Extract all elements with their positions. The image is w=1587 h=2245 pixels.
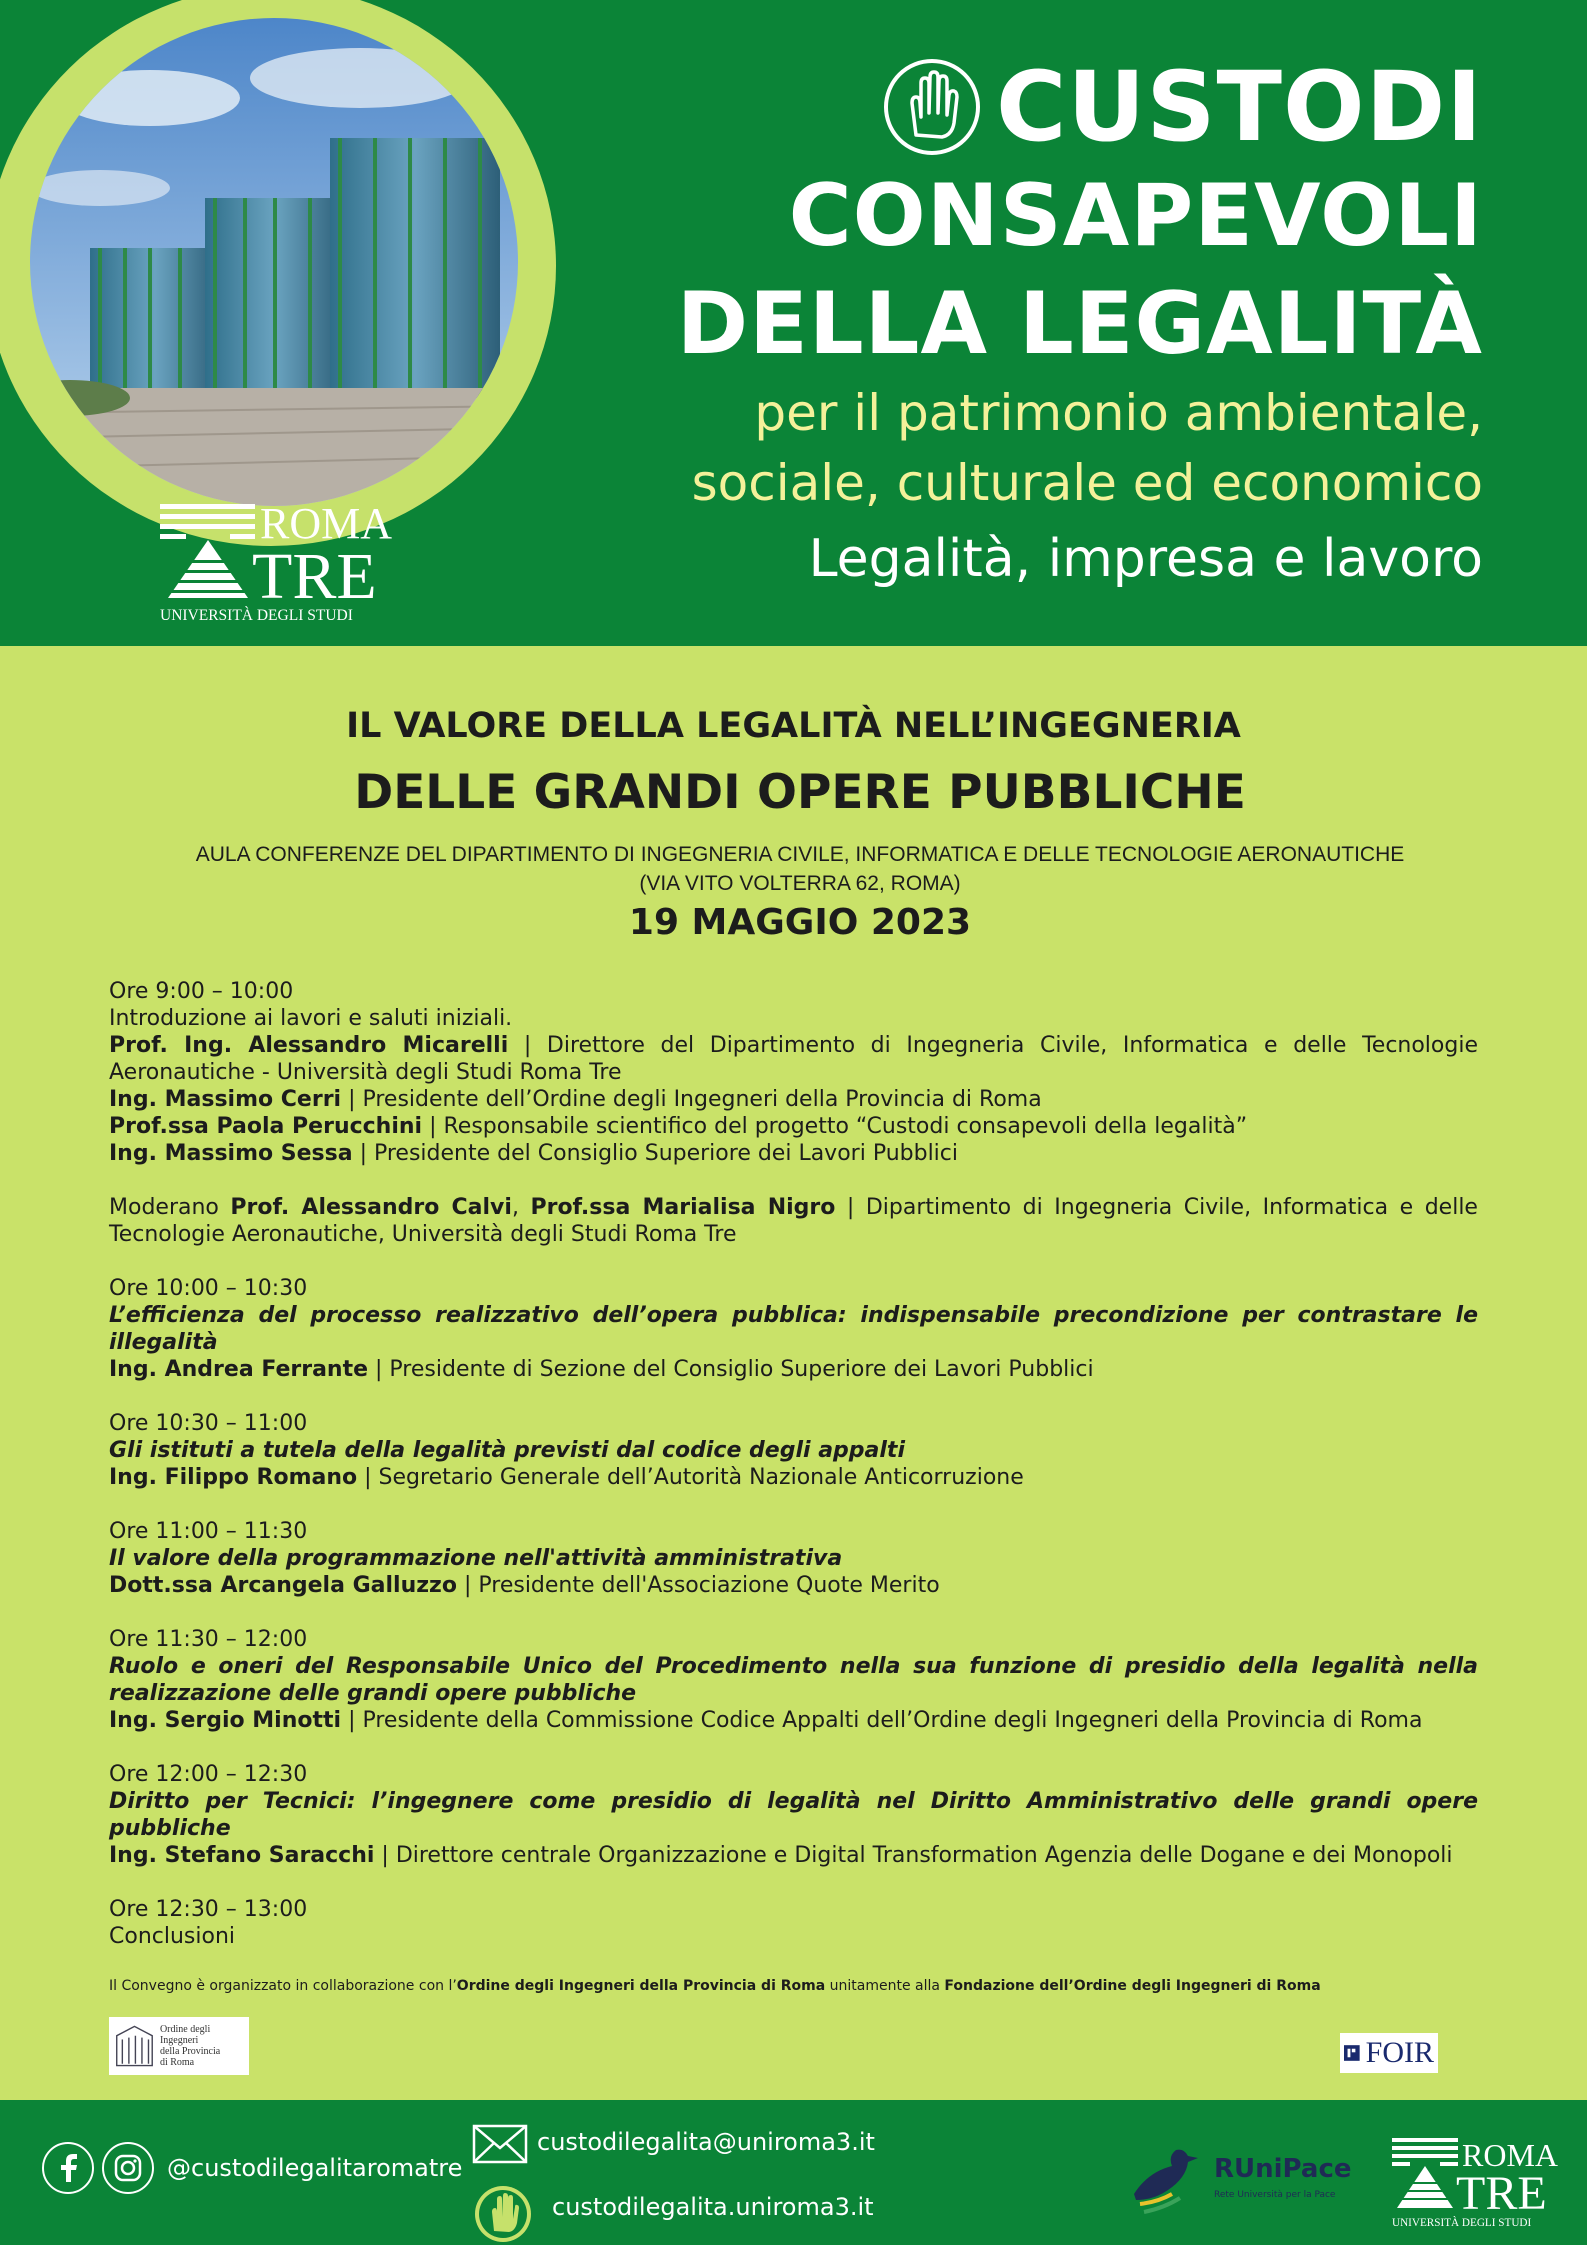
speaker-role: | Segretario Generale dell’Autorità Nazionale Anticorruzione: [357, 1465, 1024, 1490]
talk-title: Ruolo e oneri del Responsabile Unico del Procedimento nella sua funzione di presidio della legalità nella realizzazione delle grandi opere pubbliche: [109, 1654, 1478, 1706]
moderators-role: | Dipartimento di Ingegneria Civile, Informatica e delle Tecnologie Aeronautiche, Università degli Studi Roma Tre: [109, 1195, 1478, 1247]
dove-icon: [1128, 2142, 1200, 2218]
contact-email[interactable]: custodilegalita@uniroma3.it: [537, 2128, 875, 2156]
ordine-line-2: della Provincia: [159, 2046, 221, 2057]
runipace-name: RUniPace: [1214, 2154, 1352, 2184]
speaker-role: | Presidente della Commissione Codice Appalti dell’Ordine degli Ingegneri della Provincia di Roma: [341, 1708, 1423, 1733]
speaker-name: Ing. Sergio Minotti: [109, 1708, 342, 1733]
foir-text: FOIR: [1365, 2036, 1434, 2069]
title-della-legalita: DELLA LEGALITÀ: [676, 274, 1483, 374]
logo-tre-text: TRE: [252, 540, 377, 613]
session-time: Ore 10:00 – 10:30: [109, 1276, 308, 1301]
building-photo: [30, 18, 518, 506]
session-time: Ore 12:30 – 13:00: [109, 1897, 308, 1922]
speaker-name: Ing. Massimo Cerri: [109, 1087, 342, 1112]
speaker-name: Ing. Filippo Romano: [109, 1465, 358, 1490]
session-time: Ore 9:00 – 10:00: [109, 979, 294, 1004]
note-prefix: Il Convegno è organizzato in collaborazione con l’: [109, 1978, 457, 1994]
speaker-name: Dott.ssa Arcangela Galluzzo: [109, 1573, 457, 1598]
event-title-line-1: IL VALORE DELLA LEGALITÀ NELL’INGEGNERIA: [346, 706, 1241, 746]
title-consapevoli: CONSAPEVOLI: [788, 166, 1483, 266]
subtitle-line-2: sociale, culturale ed economico: [691, 454, 1483, 512]
hand-icon: [882, 57, 982, 157]
speaker-role: | Direttore centrale Organizzazione e Digital Transformation Agenzia delle Dogane e dei Monopoli: [374, 1843, 1453, 1868]
website-url[interactable]: custodilegalita.uniroma3.it: [552, 2193, 874, 2221]
ordine-ingegneri-logo: [109, 2017, 249, 2075]
foir-logo: [1340, 2033, 1438, 2073]
building-icon: [113, 2021, 156, 2071]
header-banner: [0, 0, 1587, 646]
talk-title: Il valore della programmazione nell'attività amministrativa: [109, 1546, 843, 1571]
speaker-role: | Responsabile scientifico del progetto “Custodi consapevoli della legalità”: [422, 1114, 1248, 1139]
footer-logo-sub-text: UNIVERSITÀ DEGLI STUDI: [1392, 2217, 1532, 2229]
title-block: [677, 52, 1483, 594]
speaker-role: | Direttore del Dipartimento di Ingegneria Civile, Informatica e delle Tecnologie Aeronautiche - Università degli Studi Roma Tre: [109, 1033, 1478, 1085]
speaker-role: | Presidente del Consiglio Superiore dei Lavori Pubblici: [352, 1141, 959, 1166]
runipace-logo: [1128, 2142, 1368, 2222]
roma-tre-logo-footer: [1392, 2136, 1562, 2236]
speaker: [109, 1113, 1478, 1140]
speaker: [109, 1032, 1478, 1086]
event-date: 19 MAGGIO 2023: [628, 902, 972, 943]
session-description: Introduzione ai lavori e saluti iniziali.: [109, 1006, 513, 1031]
title-custodi: CUSTODI: [995, 51, 1483, 163]
speaker-name: Prof. Ing. Alessandro Micarelli: [109, 1033, 509, 1058]
speaker: [109, 1842, 1478, 1869]
speaker-name: Ing. Stefano Saracchi: [109, 1843, 375, 1868]
separator: ,: [511, 1195, 531, 1220]
session-time: Ore 10:30 – 11:00: [109, 1411, 308, 1436]
speaker-name: Ing. Andrea Ferrante: [109, 1357, 369, 1382]
ordine-line-1: Ordine degli Ingegneri: [159, 2024, 211, 2046]
tagline: Legalità, impresa e lavoro: [808, 529, 1483, 589]
speaker-name: Ing. Massimo Sessa: [109, 1141, 353, 1166]
facebook-icon[interactable]: [42, 2142, 94, 2194]
talk-title: Gli istituti a tutela della legalità previsti dal codice degli appalti: [109, 1438, 905, 1463]
moderators-prefix: Moderano: [109, 1195, 231, 1220]
logo-sub-text: UNIVERSITÀ DEGLI STUDI: [160, 607, 353, 624]
moderator-name: Prof. Alessandro Calvi: [230, 1195, 512, 1220]
title-line-1: [677, 52, 1483, 162]
ordine-line-3: di Roma: [159, 2057, 195, 2068]
session-description: Conclusioni: [109, 1924, 236, 1949]
session-time: Ore 12:00 – 12:30: [109, 1762, 308, 1787]
footer: [0, 2100, 1587, 2245]
logo-roma-text: ROMA: [260, 500, 393, 548]
footer-logo-tre-text: TRE: [1456, 2167, 1547, 2220]
moderators: [109, 1194, 1478, 1248]
social-handle[interactable]: @custodilegalitaromatre: [167, 2154, 463, 2182]
instagram-icon[interactable]: [102, 2142, 154, 2194]
moderator-name: Prof.ssa Marialisa Nigro: [530, 1195, 836, 1220]
speaker-name: Prof.ssa Paola Perucchini: [109, 1114, 423, 1139]
speaker-role: | Presidente di Sezione del Consiglio Superiore dei Lavori Pubblici: [368, 1357, 1094, 1382]
talk-title: Diritto per Tecnici: l’ingegnere come presidio di legalità nel Diritto Amministrativo delle grandi opere pubbliche: [109, 1789, 1478, 1841]
speaker: [109, 1086, 1478, 1113]
venue-line-1: AULA CONFERENZE DEL DIPARTIMENTO DI INGEGNERIA CIVILE, INFORMATICA E DELLE TECNOLOGIE AERONAUTICHE: [195, 843, 1405, 866]
mail-icon: [472, 2124, 528, 2164]
foir-mark-icon: [1344, 2042, 1360, 2064]
note-org-1: Ordine degli Ingegneri della Provincia di Roma: [456, 1978, 826, 1994]
speaker: [109, 1140, 1478, 1167]
venue: [0, 840, 1587, 898]
venue-address: (VIA VITO VOLTERRA 62, ROMA): [639, 872, 961, 895]
session-time: Ore 11:30 – 12:00: [109, 1627, 308, 1652]
speaker: [109, 1707, 1478, 1734]
talk-title: L’efficienza del processo realizzativo dell’opera pubblica: indispensabile precondizione per contrastare le illegalità: [109, 1303, 1478, 1355]
program: [109, 978, 1478, 1950]
speaker: [109, 1356, 1478, 1383]
speaker: [109, 1572, 1478, 1599]
speaker: [109, 1464, 1478, 1491]
note-org-2: Fondazione dell’Ordine degli Ingegneri di Roma: [944, 1978, 1321, 1994]
session-time: Ore 11:00 – 11:30: [109, 1519, 308, 1544]
footer-logo-roma-text: ROMA: [1462, 2137, 1559, 2173]
note-middle: unitamente alla: [825, 1978, 945, 1994]
subtitle-line-1: per il patrimonio ambientale,: [754, 384, 1483, 442]
organizer-note: [109, 1978, 1321, 1994]
speaker-role: | Presidente dell'Associazione Quote Merito: [456, 1573, 940, 1598]
event-title-line-2: DELLE GRANDI OPERE PUBBLICHE: [354, 765, 1246, 820]
speaker-role: | Presidente dell’Ordine degli Ingegneri della Provincia di Roma: [341, 1087, 1042, 1112]
roma-tre-logo: [160, 500, 393, 635]
hand-logo-icon: [473, 2184, 533, 2244]
runipace-subtitle: Rete Università per la Pace: [1214, 2190, 1336, 2200]
